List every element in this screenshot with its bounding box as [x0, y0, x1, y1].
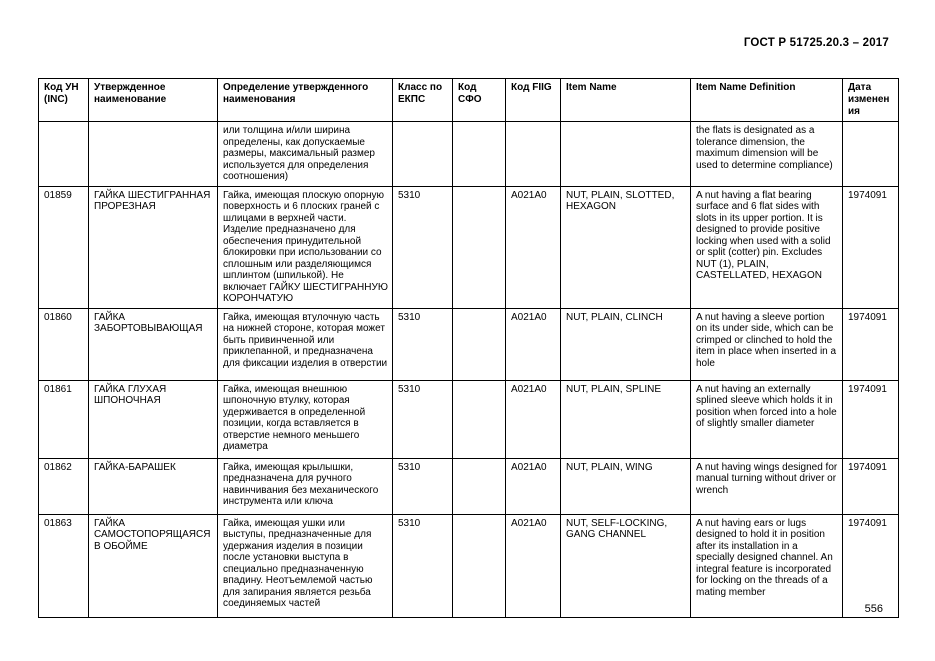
- column-header-item-name: Item Name: [561, 79, 691, 122]
- column-header-item-name-definition: Item Name Definition: [691, 79, 843, 122]
- cell-sfo-code: [453, 308, 506, 380]
- column-header-fiig-code: Код FIIG: [506, 79, 561, 122]
- cell-change-date: [843, 122, 899, 187]
- column-header-approved-name: Утвержденное наименование: [89, 79, 218, 122]
- document-title: ГОСТ Р 51725.20.3 – 2017: [743, 37, 889, 49]
- table-row: [39, 122, 899, 187]
- cell-inc-code: 01859: [39, 186, 89, 308]
- cell-approved-name: [89, 122, 218, 187]
- cell-fiig-code: A021A0: [506, 514, 561, 617]
- cell-inc-code: [39, 122, 89, 187]
- table-row: [39, 308, 899, 380]
- cell-approved-name: ГАЙКА САМОСТОПОРЯЩАЯСЯ В ОБОЙМЕ: [89, 514, 218, 617]
- column-header-change-date: Дата изменения: [843, 79, 899, 122]
- cell-item-name-definition: A nut having a sleeve portion on its under side, which can be crimped or clinched to hold the item in place when inserted in a hole: [691, 308, 843, 380]
- cell-item-name-definition: A nut having wings designed for manual turning without driver or wrench: [691, 458, 843, 514]
- cell-ekps-class: 5310: [393, 514, 453, 617]
- column-header-inc-code: Код УН (INC): [39, 79, 89, 122]
- table-body: [39, 122, 899, 618]
- column-header-approved-name-definition: Определение утвержденного наименования: [218, 79, 393, 122]
- table-row: [39, 514, 899, 617]
- cell-inc-code: 01862: [39, 458, 89, 514]
- cell-ekps-class: 5310: [393, 458, 453, 514]
- cell-item-name: NUT, SELF-LOCKING, GANG CHANNEL: [561, 514, 691, 617]
- cell-inc-code: 01861: [39, 380, 89, 458]
- table-row: [39, 458, 899, 514]
- cell-approved-name-definition: Гайка, имеющая ушки или выступы, предназначенные для удержания изделия в позиции после установки выступа в специально предназначенную впадину. Неотъемлемой частью для запирания является резьба соединяемых частей: [218, 514, 393, 617]
- cell-ekps-class: [393, 122, 453, 187]
- cell-approved-name-definition: Гайка, имеющая внешнюю шпоночную втулку, которая удерживается в определенной позиции, когда вставляется в отверстие немного меньшего диаметра: [218, 380, 393, 458]
- cell-item-name: NUT, PLAIN, SPLINE: [561, 380, 691, 458]
- cell-approved-name: ГАЙКА-БАРАШЕК: [89, 458, 218, 514]
- cell-ekps-class: 5310: [393, 186, 453, 308]
- cell-approved-name-definition: или толщина и/или ширина определены, как допускаемые размеры, максимальный размер используется для определения соотношения): [218, 122, 393, 187]
- table-header: [39, 79, 899, 122]
- table-row: [39, 186, 899, 308]
- cell-fiig-code: A021A0: [506, 458, 561, 514]
- table-row: [39, 380, 899, 458]
- cell-ekps-class: 5310: [393, 308, 453, 380]
- cell-inc-code: 01860: [39, 308, 89, 380]
- cell-ekps-class: 5310: [393, 380, 453, 458]
- cell-item-name-definition: A nut having a flat bearing surface and 6 flat sides with slots in its upper portion. It is designed to provide positive locking when used with a solid or split (cotter) pin. Excludes NUT (1), PLAIN, CASTELLATED, HEXAGON: [691, 186, 843, 308]
- cell-item-name: NUT, PLAIN, CLINCH: [561, 308, 691, 380]
- column-header-ekps-class: Класс по ЕКПС: [393, 79, 453, 122]
- cell-item-name-definition: A nut having an externally splined sleeve which holds it in position when forced into a hole of slightly smaller diameter: [691, 380, 843, 458]
- cell-approved-name: ГАЙКА ШЕСТИГРАННАЯ ПРОРЕЗНАЯ: [89, 186, 218, 308]
- cell-inc-code: 01863: [39, 514, 89, 617]
- cell-change-date: 1974091: [843, 380, 899, 458]
- page-number: 556: [864, 603, 883, 615]
- cell-item-name: NUT, PLAIN, WING: [561, 458, 691, 514]
- cell-sfo-code: [453, 122, 506, 187]
- cell-change-date: 1974091: [843, 514, 899, 617]
- cell-item-name-definition: the flats is designated as a tolerance dimension, the maximum dimension will be used to determine compliance): [691, 122, 843, 187]
- cell-fiig-code: A021A0: [506, 186, 561, 308]
- column-header-sfo-code: Код СФО: [453, 79, 506, 122]
- table-header-row: [39, 79, 899, 122]
- cell-item-name-definition: A nut having ears or lugs designed to hold it in position after its installation in a specially designed channel. An integral feature is incorporated for locking on the threads of a mating member: [691, 514, 843, 617]
- cell-item-name: [561, 122, 691, 187]
- cell-change-date: 1974091: [843, 308, 899, 380]
- classification-table: [38, 78, 899, 618]
- cell-approved-name: ГАЙКА ГЛУХАЯ ШПОНОЧНАЯ: [89, 380, 218, 458]
- cell-approved-name: ГАЙКА ЗАБОРТОВЫВАЮЩАЯ: [89, 308, 218, 380]
- cell-change-date: 1974091: [843, 186, 899, 308]
- cell-approved-name-definition: Гайка, имеющая втулочную часть на нижней стороне, которая может быть привинченной или приклепанной, и предназначена для фиксации изделия в отверстии: [218, 308, 393, 380]
- cell-approved-name-definition: Гайка, имеющая плоскую опорную поверхность и 6 плоских граней с шлицами в верхней части. Изделие предназначено для обеспечения принудительной блокировки при использовании со сплошным или разделяющимся шплинтом (шпилькой). Не включает ГАЙКУ ШЕСТИГРАННУЮ КОРОНЧАТУЮ: [218, 186, 393, 308]
- cell-sfo-code: [453, 514, 506, 617]
- cell-sfo-code: [453, 186, 506, 308]
- cell-approved-name-definition: Гайка, имеющая крылышки, предназначена для ручного навинчивания без механического инструмента или ключа: [218, 458, 393, 514]
- cell-sfo-code: [453, 458, 506, 514]
- cell-sfo-code: [453, 380, 506, 458]
- cell-item-name: NUT, PLAIN, SLOTTED, HEXAGON: [561, 186, 691, 308]
- cell-fiig-code: A021A0: [506, 380, 561, 458]
- cell-fiig-code: A021A0: [506, 308, 561, 380]
- cell-fiig-code: [506, 122, 561, 187]
- cell-change-date: 1974091: [843, 458, 899, 514]
